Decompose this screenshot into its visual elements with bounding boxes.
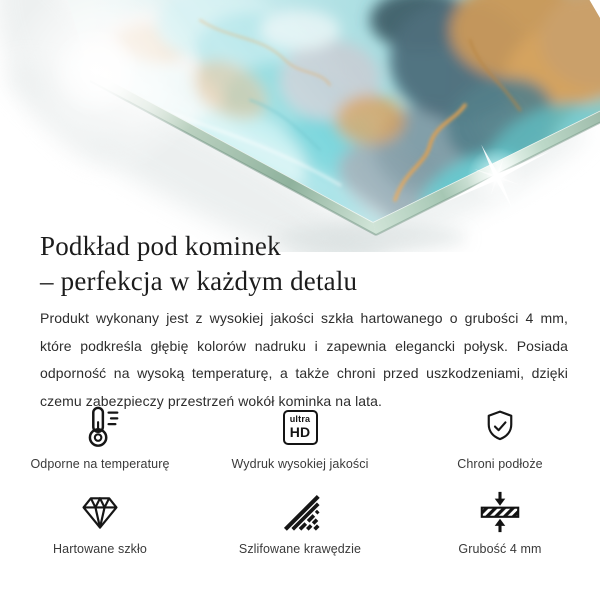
features-grid: [0, 402, 600, 572]
feature-item-protects: [400, 402, 600, 487]
page-title-line-2: – perfekcja w każdym detalu: [40, 266, 358, 296]
glass-panel-illustration: [0, 0, 600, 252]
hero-product-image: [0, 0, 600, 252]
diamond-icon: [78, 489, 122, 535]
feature-label: Grubość 4 mm: [458, 542, 542, 556]
thickness-icon: [477, 489, 523, 535]
feature-item-print-quality: [200, 402, 400, 487]
feature-label: Wydruk wysokiej jakości: [231, 457, 369, 471]
focus-fog-core: [50, 27, 140, 117]
feature-label: Chroni podłoże: [457, 457, 543, 471]
ultra-hd-icon: [283, 404, 318, 450]
polished-edges-icon: [278, 489, 322, 535]
ultra-hd-text-top: ultra: [289, 414, 311, 424]
shield-check-icon: [480, 404, 520, 450]
feature-item-thickness: [400, 487, 600, 572]
page-title: [40, 229, 357, 299]
feature-item-tempered-glass: [0, 487, 200, 572]
feature-label: Hartowane szkło: [53, 542, 147, 556]
ultra-hd-text-bottom: HD: [289, 424, 311, 440]
feature-label: Szlifowane krawędzie: [238, 542, 362, 556]
page-title-line-1: Podkład pod kominek: [40, 231, 281, 261]
feature-label: Odporne na temperaturę: [30, 457, 170, 471]
feature-item-temperature: [0, 402, 200, 487]
feature-item-polished-edges: [200, 487, 400, 572]
thermometer-icon: [77, 404, 123, 450]
product-description: Produkt wykonany jest z wysokiej jakości szkła hartowanego o grubości 4 mm, które podkreśla głębię kolorów nadruku i zapewnia elegancki połysk. Posiada odporność na wysoką temperaturę, a także chroni przed uszkodzeniami, dzięki czemu zabezpieczy przestrzeń wokół kominka na lata.: [40, 310, 568, 409]
